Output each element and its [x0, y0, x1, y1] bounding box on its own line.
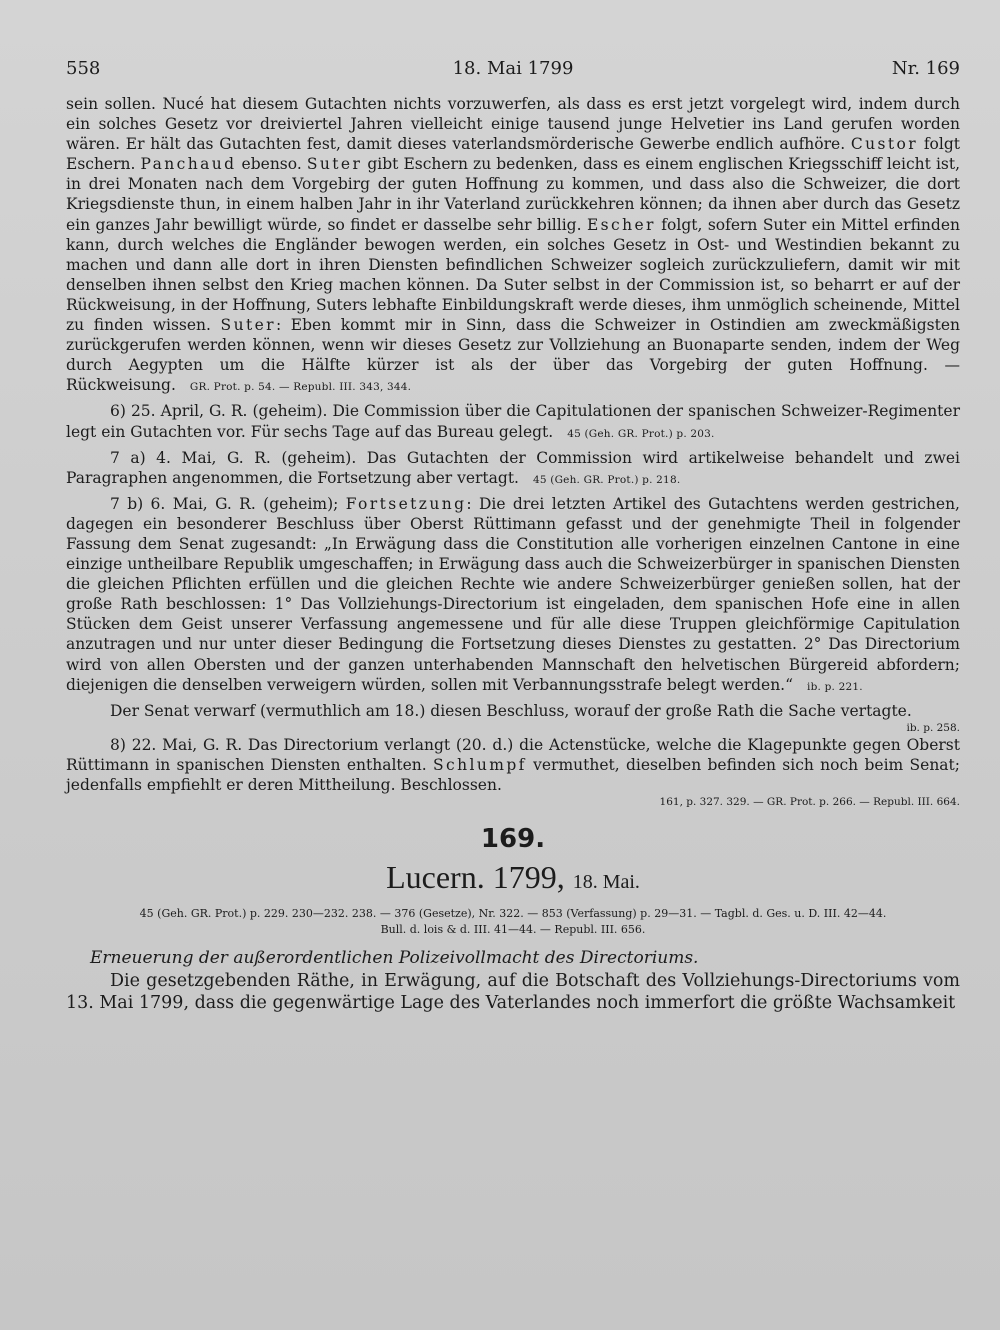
- source-reference: 45 (Geh. GR. Prot.) p. 218.: [532, 473, 681, 486]
- speaker-name: Schlumpf: [433, 755, 527, 774]
- speaker-name: Suter: [220, 316, 276, 335]
- running-header: [66, 58, 960, 84]
- paragraph: [66, 94, 960, 397]
- paragraph: [66, 494, 960, 697]
- speaker-name: Suter: [306, 155, 363, 174]
- speaker-name: Escher: [586, 215, 656, 234]
- paragraph-text: Der Senat verwarf (vermuthlich am 18.) diesen Beschluss, worauf der große Rath die Sache vertagte.: [110, 701, 912, 720]
- provenance-line: Bull. d. lois & d. III. 41—44. — Republ. III. 656.: [380, 923, 646, 937]
- place-year: Lucern. 1799,: [386, 859, 565, 896]
- paragraph: [66, 701, 960, 735]
- paragraph-text: 8) 22. Mai, G. R. Das Directorium verlangt (20. d.) die Actenstücke, welche die Klagepunkte gegen Oberst Rüttimann in spanischen Diensten enthalten.: [66, 735, 960, 774]
- emphasis: Fortsetzung: [345, 494, 467, 513]
- paragraph-text: 7 b) 6. Mai, G. R. (geheim);: [110, 494, 346, 513]
- paragraph-text: sein sollen. Nucé hat diesem Gutachten nichts vorzuwerfen, als dass es erst jetzt vorgelegt wird, indem durch ein solches Gesetz vor dreiviertel Jahren vielleicht einige tausend junge Helvetier ins Land gerufen worden wären. Er hält das Gutachten fest, damit dieses vaterlandsmörderische Gewerbe endlich aufhöre.: [66, 95, 960, 154]
- paragraph: [66, 448, 960, 490]
- paragraph-text: vermuthet, dieselben befinden sich noch beim Senat; jedenfalls empfiehlt er deren Mittheilung. Beschlossen.: [66, 755, 960, 794]
- source-reference: 161, p. 327. 329. — GR. Prot. p. 266. — Republ. III. 664.: [659, 796, 960, 809]
- source-reference: GR. Prot. p. 54. — Republ. III. 343, 344.: [189, 381, 412, 394]
- heading-date: 18. Mai.: [572, 871, 640, 894]
- document-rubric: Erneuerung der außerordentlichen Polizeivollmacht des Directoriums.: [90, 948, 699, 969]
- paragraph-text: : Die drei letzten Artikel des Gutachtens werden gestrichen, dagegen ein besonderer Beschluss über Oberst Rüttimann gefasst und der genehmigte Theil in folgender Fassung dem Senat zugesandt: „In Erwägung dass die Constitution alle vorherigen einzelnen Cantone in eine einzige untheilbare Republik umgeschaffen; in Erwägung dass auch die Schweizerbürger in spanischen Diensten die gleichen Pflichten erfüllen und die gleichen Rechte wie andere Schweizerbürger genießen sollen, hat der große Rath beschlossen: 1° Das Vollziehungs-Directorium ist eingeladen, dem spanischen Hofe eine in allen Stücken dem Geist unserer Verfassung angemessene und für alle diese Truppen gleichförmige Capitulation anzutragen und nur unter dieser Bedingung die Fortsetzung dieses Dienstes zu gestatten. 2° Das Directorium wird von allen Obersten und der ganzen unterhabenden Mannschaft den helvetischen Bürgereid abfordern; diejenigen die denselben verweigern würden, sollen mit Verbannungsstrafe belegt werden.“: [66, 494, 960, 694]
- document-text: Die gesetzgebenden Räthe, in Erwägung, auf die Botschaft des Vollziehungs-Directoriums vom 13. Mai 1799, dass die gegenwärtige Lage des Vaterlandes noch immerfort die größte Wachsamkeit: [66, 971, 960, 1014]
- page-body: [66, 94, 960, 1014]
- header-number: Nr. 169: [891, 58, 960, 79]
- source-reference: ib. p. 258.: [906, 721, 960, 734]
- document-heading: [66, 857, 960, 902]
- source-reference: 45 (Geh. GR. Prot.) p. 203.: [567, 427, 715, 440]
- paragraph-text: folgt, sofern Suter ein Mittel erfinden kann, durch welches die Engländer bewogen werden, ein solches Gesetz in Ost- und Westindien bekannt zu machen und dann alle dort in ihren Diensten befindlichen Schweizer sogleich zurückzuliefern, damit wir mit denselben ihnen selbst den Krieg machen können. Da Suter selbst in der Commission ist, so beharrt er auf der Rückweisung, in der Hoffnung, Suters lebhafte Einbildungskraft werde dieses, ihm unmöglich scheinende, Mittel zu finden wissen.: [66, 215, 960, 335]
- paragraph-text: 7 a) 4. Mai, G. R. (geheim). Das Gutachten der Commission wird artikelweise behandelt und zwei Paragraphen angenommen, die Fortsetzung aber vertagt.: [66, 448, 960, 487]
- page-number: 558: [66, 58, 101, 79]
- speaker-name: Panchaud: [140, 155, 237, 174]
- paragraph-text: : Eben kommt mir in Sinn, dass die Schweizer in Ostindien am zweckmäßigsten zurückgerufen werden können, wenn wir dieses Gesetz zur Vollziehung an Buonaparte senden, indem der Weg durch Aegypten um die Hälfte kürzer ist als der über das Vorgebirg der guten Hoffnung. — Rückweisung.: [66, 316, 961, 395]
- speaker-name: Custor: [850, 135, 919, 154]
- header-date: 18. Mai 1799: [452, 58, 574, 79]
- source-reference: ib. p. 221.: [807, 680, 863, 693]
- paragraph-text: ebenso.: [236, 155, 307, 174]
- paragraph: [66, 401, 960, 443]
- paragraph-text: 6) 25. April, G. R. (geheim). Die Commission über die Capitulationen der spanischen Schweizer-Regimenter legt ein Gutachten vor. Für sechs Tage auf das Bureau gelegt.: [66, 402, 960, 441]
- provenance-line: 45 (Geh. GR. Prot.) p. 229. 230—232. 238. — 376 (Gesetze), Nr. 322. — 853 (Verfassung) p. 29—31. — Tagbl. d. Ges. u. D. III. 42—44.: [139, 907, 887, 921]
- paragraph-text: gibt Eschern zu bedenken, dass es einem englischen Kriegsschiff leicht ist, in drei Monaten nach dem Vorgebirg der guten Hoffnung zu kommen, und dass also die Schweizer, die dort Kriegsdienste thun, in einem halben Jahr in ihr Vaterland zurückkehren können; da ihnen aber durch das Gesetz ein ganzes Jahr bewilligt würde, so findet er dasselbe sehr billig.: [66, 155, 961, 234]
- provenance: [66, 906, 960, 938]
- paragraph: [66, 735, 960, 809]
- document-number: 169.: [480, 824, 546, 855]
- paragraph-text: folgt Eschern.: [66, 135, 960, 174]
